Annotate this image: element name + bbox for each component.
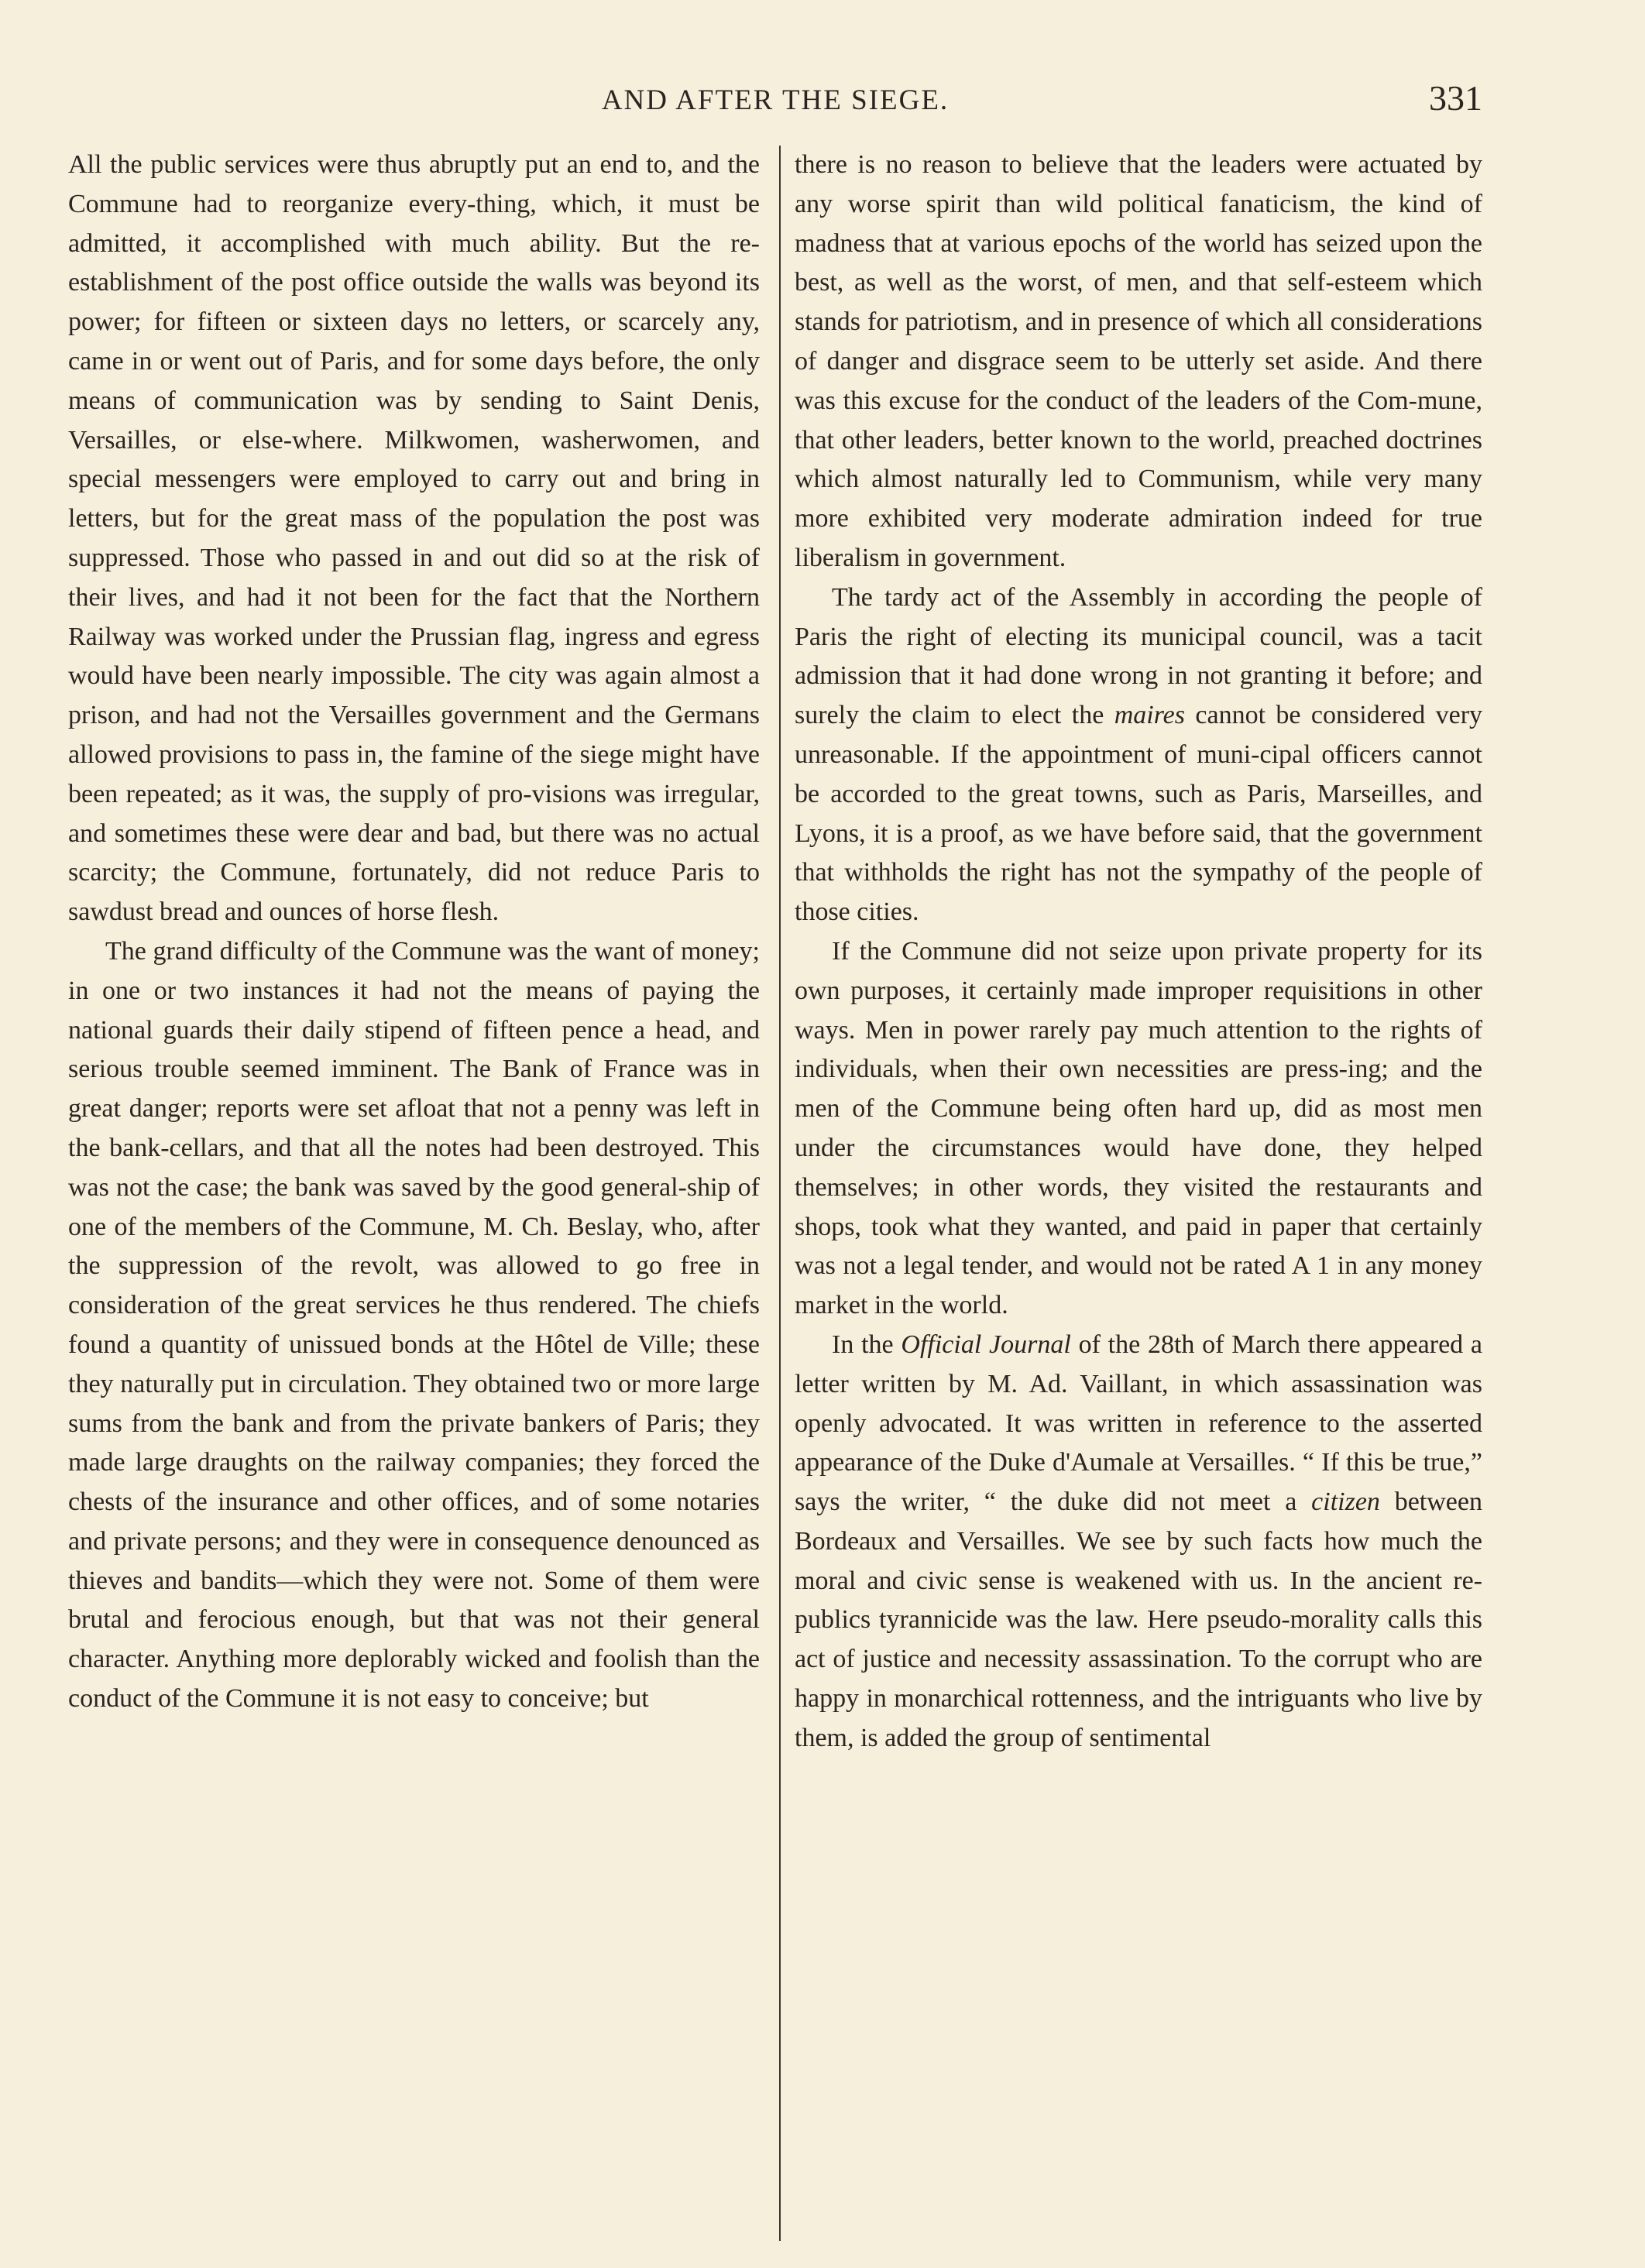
page-number: 331 [1429, 78, 1482, 118]
running-title: AND AFTER THE SIEGE. [601, 84, 950, 116]
paragraph-text: of the 28th of March there appeared a letter written by M. Ad. Vaillant, in which assassination was openly advocated. It was written in reference to the asserted appearance of the Duke d'Aumale at Versailles. “ If this be true,” says the writer, “ the duke did not meet a [795, 1330, 1483, 1517]
paragraph-text: cannot be considered very unreasonable. If the appointment of muni-cipal officers cannot be accorded to the great towns, such as Paris, Marseilles, and Lyons, it is a proof, as we have before said, that the government that withholds the right has not the sympathy of the people of those cities. [795, 701, 1483, 927]
italic-term: citizen [1311, 1487, 1380, 1517]
paragraph-text: The tardy act of the Assembly in according the people of Paris the right of electing its municipal council, was a tacit admission that it had done wrong in not granting it before; and surely the claim to elect the [795, 582, 1482, 730]
paragraph: there is no reason to believe that the leaders were actuated by any worse spirit than wild political fanaticism, the kind of madness that at various epochs of the world has seized upon the best, as well as the worst, of men, and that self-esteem which stands for patriotism, and in presence of which all considerations of danger and disgrace seem to be utterly set aside. And there was this excuse for the conduct of the leaders of the Com-mune, that other leaders, better known to the world, preached doctrines which almost naturally led to Communism, while very many more exhibited very moderate admiration indeed for true liberalism in government. [795, 150, 1482, 572]
paragraph: All the public services were thus abruptly put an end to, and the Commune had to reorganize every-thing, which, it must be admitted, it accomplished with much ability. But the re-establishment of the post office outside the walls was beyond its power; for fifteen or sixteen days no letters, or scarcely any, came in or went out of Paris, and for some days before, the only means of communication was by sending to Saint Denis, Versailles, or else-where. Milkwomen, washerwomen, and special messengers were employed to carry out and bring in letters, but for the great mass of the population the post was suppressed. Those who passed in and out did so at the risk of their lives, and had it not been for the fact that the Northern Railway was worked under the Prussian flag, ingress and egress would have been nearly impossible. The city was again almost a prison, and had not the Versailles government and the Germans allowed provisions to pass in, the famine of the siege might have been repeated; as it was, the supply of pro-visions was irregular, and sometimes these were dear and bad, but there was no actual scarcity; the Commune, fortunately, did not reduce Paris to sawdust bread and ounces of horse flesh. [68, 150, 760, 927]
italic-title: Official Journal [901, 1330, 1071, 1359]
column-divider [779, 146, 781, 2241]
paragraph-text: between Bordeaux and Versailles. We see by such facts how much the moral and civic sense is weakened with us. In the ancient re-publics tyrannicide was the law. Here pseudo-morality calls this act of justice and necessity assassination. To the corrupt who are happy in monarchical rottenness, and the intriguants who live by them, is added the group of sentimental [795, 1487, 1482, 1752]
paragraph [795, 578, 1482, 932]
page-header [68, 78, 1482, 130]
paragraph: If the Commune did not seize upon private property for its own purposes, it certainly made improper requisitions in other ways. Men in power rarely pay much attention to the rights of individuals, when their own necessities are press-ing; and the men of the Commune being often hard up, did as most men under the circumstances would have done, they helped themselves; in other words, they visited the restaurants and shops, took what they wanted, and paid in paper that certainly was not a legal tender, and would not be rated A 1 in any money market in the world. [795, 936, 1482, 1320]
italic-term: maires [1114, 701, 1185, 730]
paragraph: The grand difficulty of the Commune was the want of money; in one or two instances it had not the means of paying the national guards their daily stipend of fifteen pence a head, and serious trouble seemed imminent. The Bank of France was in great danger; reports were set afloat that not a penny was left in the bank-cellars, and that all the notes had been destroyed. This was not the case; the bank was saved by the good general-ship of one of the members of the Commune, M. Ch. Beslay, who, after the suppression of the revolt, was allowed to go free in consideration of the great services he thus rendered. The chiefs found a quantity of unissued bonds at the Hôtel de Ville; these they naturally put in circulation. They obtained two or more large sums from the bank and from the private bankers of Paris; they made large draughts on the railway companies; they forced the chests of the insurance and other offices, and of some notaries and private persons; and they were in consequence denounced as thieves and bandits—which they were not. Some of them were brutal and ferocious enough, but that was not their general character. Anything more deplorably wicked and foolish than the conduct of the Commune it is not easy to conceive; but [68, 936, 760, 1714]
left-column [68, 146, 760, 2236]
paragraph [795, 1326, 1482, 1758]
right-column [795, 146, 1482, 2236]
paragraph-text: In the [832, 1330, 894, 1359]
